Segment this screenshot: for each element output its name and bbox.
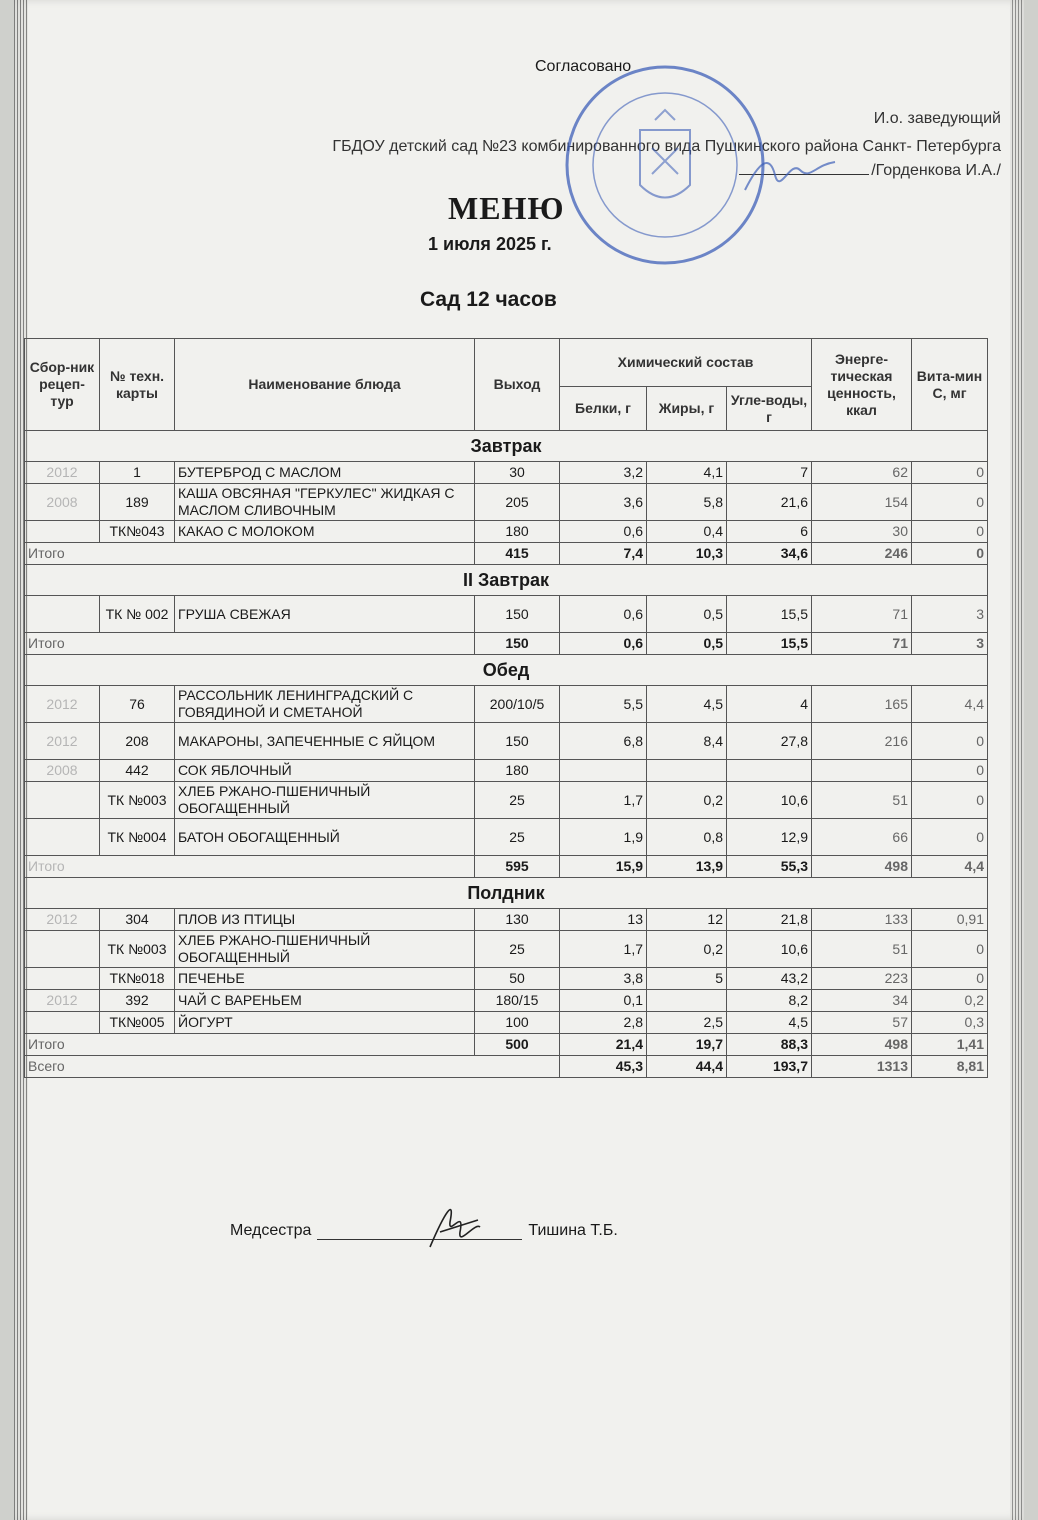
cell-dish: МАКАРОНЫ, ЗАПЕЧЕННЫЕ С ЯЙЦОМ [175,723,475,760]
cell-collection [25,819,100,856]
cell-collection: 2012 [25,686,100,723]
cell-vitamin: 0 [912,760,988,782]
cell-collection [25,521,100,543]
approver-signature-icon [740,150,840,200]
cell-protein [560,760,647,782]
grand-total-fat: 44,4 [647,1056,727,1078]
table-row [25,462,988,484]
cell-card: 189 [100,484,175,521]
cell-energy: 133 [812,909,912,931]
section-title: II Завтрак [25,565,988,596]
cell-protein: 3,2 [560,462,647,484]
total-carbs: 88,3 [727,1034,812,1056]
cell-vitamin: 0 [912,782,988,819]
total-label: Итого [25,1034,475,1056]
cell-dish: ПЕЧЕНЬЕ [175,968,475,990]
table-row [25,819,988,856]
cell-dish: ХЛЕБ РЖАНО-ПШЕНИЧНЫЙ ОБОГАЩЕННЫЙ [175,931,475,968]
total-output: 500 [475,1034,560,1056]
cell-collection [25,968,100,990]
cell-output: 180/15 [475,990,560,1012]
cell-vitamin: 0 [912,968,988,990]
cell-output: 200/10/5 [475,686,560,723]
cell-card: ТК№005 [100,1012,175,1034]
cell-carbs: 8,2 [727,990,812,1012]
cell-energy: 71 [812,596,912,633]
cell-card: ТК№018 [100,968,175,990]
table-row [25,990,988,1012]
cell-vitamin: 3 [912,596,988,633]
col-fat: Жиры, г [647,387,727,431]
cell-protein: 1,7 [560,782,647,819]
grand-total-protein: 45,3 [560,1056,647,1078]
cell-protein: 5,5 [560,686,647,723]
cell-output: 25 [475,931,560,968]
cell-dish: ЙОГУРТ [175,1012,475,1034]
table-row [25,686,988,723]
cell-fat: 4,1 [647,462,727,484]
cell-vitamin: 0 [912,723,988,760]
total-label: Итого [25,633,475,655]
cell-carbs: 10,6 [727,931,812,968]
total-label: Итого [25,543,475,565]
cell-energy [812,760,912,782]
cell-collection: 2012 [25,723,100,760]
total-carbs: 15,5 [727,633,812,655]
cell-dish: ХЛЕБ РЖАНО-ПШЕНИЧНЫЙ ОБОГАЩЕННЫЙ [175,782,475,819]
col-collection: Сбор-ник рецеп-тур [25,339,100,431]
total-energy: 498 [812,856,912,878]
col-energy: Энерге-тическая ценность, ккал [812,339,912,431]
official-stamp-icon [560,60,770,270]
cell-protein: 0,1 [560,990,647,1012]
cell-vitamin: 0 [912,521,988,543]
total-energy: 246 [812,543,912,565]
col-protein: Белки, г [560,387,647,431]
table-row [25,968,988,990]
cell-carbs: 15,5 [727,596,812,633]
cell-output: 130 [475,909,560,931]
total-protein: 21,4 [560,1034,647,1056]
cell-card: ТК №004 [100,819,175,856]
grand-total-energy: 1313 [812,1056,912,1078]
col-dish: Наименование блюда [175,339,475,431]
cell-dish: БУТЕРБРОД С МАСЛОМ [175,462,475,484]
paper-stack-edge-right [1010,0,1024,1520]
cell-energy: 34 [812,990,912,1012]
cell-card: ТК№043 [100,521,175,543]
cell-collection [25,931,100,968]
cell-collection [25,1012,100,1034]
cell-vitamin: 0,2 [912,990,988,1012]
cell-card: 208 [100,723,175,760]
grand-total-carbs: 193,7 [727,1056,812,1078]
total-vitamin: 0 [912,543,988,565]
cell-output: 180 [475,760,560,782]
cell-carbs: 12,9 [727,819,812,856]
table-row [25,596,988,633]
table-row [25,723,988,760]
cell-output: 150 [475,723,560,760]
cell-protein: 3,8 [560,968,647,990]
cell-vitamin: 0,91 [912,909,988,931]
total-output: 415 [475,543,560,565]
total-output: 595 [475,856,560,878]
cell-fat [647,760,727,782]
cell-card: ТК № 002 [100,596,175,633]
cell-carbs: 4 [727,686,812,723]
grand-total-row [25,1056,988,1078]
cell-protein: 1,7 [560,931,647,968]
table-row [25,1012,988,1034]
menu-subtitle: Сад 12 часов [420,288,557,311]
cell-energy: 216 [812,723,912,760]
cell-carbs: 10,6 [727,782,812,819]
cell-collection: 2008 [25,760,100,782]
section-total-row [25,856,988,878]
cell-carbs: 21,6 [727,484,812,521]
total-protein: 7,4 [560,543,647,565]
cell-fat: 2,5 [647,1012,727,1034]
cell-card: 304 [100,909,175,931]
section-title: Завтрак [25,431,988,462]
cell-collection [25,782,100,819]
table-row [25,782,988,819]
approver-role: И.о. заведующий [873,110,1001,127]
cell-energy: 165 [812,686,912,723]
col-chem: Химический состав [560,339,812,387]
cell-protein: 3,6 [560,484,647,521]
cell-protein: 0,6 [560,596,647,633]
total-output: 150 [475,633,560,655]
cell-card: 392 [100,990,175,1012]
cell-card: 76 [100,686,175,723]
cell-vitamin: 0 [912,819,988,856]
cell-card: ТК №003 [100,782,175,819]
total-label: Итого [25,856,475,878]
cell-dish: ПЛОВ ИЗ ПТИЦЫ [175,909,475,931]
cell-energy: 223 [812,968,912,990]
section-total-row [25,1034,988,1056]
cell-dish: ЧАЙ С ВАРЕНЬЕМ [175,990,475,1012]
cell-dish: ГРУША СВЕЖАЯ [175,596,475,633]
table-row [25,484,988,521]
total-energy: 498 [812,1034,912,1056]
cell-protein: 13 [560,909,647,931]
section-header [25,431,988,462]
grand-total-vitamin: 8,81 [912,1056,988,1078]
cell-collection: 2012 [25,462,100,484]
total-protein: 0,6 [560,633,647,655]
cell-protein: 2,8 [560,1012,647,1034]
section-header [25,878,988,909]
total-fat: 10,3 [647,543,727,565]
cell-carbs [727,760,812,782]
cell-energy: 62 [812,462,912,484]
cell-energy: 154 [812,484,912,521]
total-fat: 13,9 [647,856,727,878]
cell-output: 25 [475,782,560,819]
cell-carbs: 4,5 [727,1012,812,1034]
cell-output: 100 [475,1012,560,1034]
section-header [25,655,988,686]
cell-collection [25,596,100,633]
cell-output: 30 [475,462,560,484]
cell-energy: 66 [812,819,912,856]
cell-fat: 8,4 [647,723,727,760]
cell-dish: СОК ЯБЛОЧНЫЙ [175,760,475,782]
menu-date: 1 июля 2025 г. [428,234,552,254]
cell-fat: 0,2 [647,931,727,968]
approver-name: /Горденкова И.А./ [871,162,1001,179]
cell-carbs: 7 [727,462,812,484]
cell-output: 25 [475,819,560,856]
cell-collection: 2012 [25,990,100,1012]
cell-fat: 0,8 [647,819,727,856]
cell-collection: 2008 [25,484,100,521]
cell-vitamin: 0 [912,462,988,484]
col-carbs: Угле-воды, г [727,387,812,431]
cell-energy: 51 [812,782,912,819]
approved-label: Согласовано [535,58,632,75]
cell-dish: КАКАО С МОЛОКОМ [175,521,475,543]
cell-vitamin: 4,4 [912,686,988,723]
cell-carbs: 27,8 [727,723,812,760]
nurse-role: Медсестра [230,1222,312,1239]
cell-fat: 0,5 [647,596,727,633]
total-energy: 71 [812,633,912,655]
cell-vitamin: 0 [912,931,988,968]
cell-output: 150 [475,596,560,633]
cell-vitamin: 0 [912,484,988,521]
cell-fat: 12 [647,909,727,931]
cell-fat: 0,2 [647,782,727,819]
cell-carbs: 43,2 [727,968,812,990]
cell-card: 1 [100,462,175,484]
cell-fat: 5,8 [647,484,727,521]
organization-name: ГБДОУ детский сад №23 комбинированного вида Пушкинского района Санкт- Петербурга [332,138,1001,155]
cell-fat: 0,4 [647,521,727,543]
cell-protein: 1,9 [560,819,647,856]
cell-energy: 57 [812,1012,912,1034]
menu-table [24,338,988,1078]
col-tech-card: № техн. карты [100,339,175,431]
total-vitamin: 3 [912,633,988,655]
total-fat: 19,7 [647,1034,727,1056]
cell-fat: 4,5 [647,686,727,723]
cell-output: 50 [475,968,560,990]
page-title: МЕНЮ [448,190,565,226]
grand-total-label: Всего [25,1056,560,1078]
table-row [25,931,988,968]
table-row [25,909,988,931]
section-total-row [25,633,988,655]
cell-carbs: 6 [727,521,812,543]
cell-carbs: 21,8 [727,909,812,931]
section-total-row [25,543,988,565]
nurse-signature-icon [420,1192,490,1262]
cell-output: 180 [475,521,560,543]
table-row [25,760,988,782]
cell-collection: 2012 [25,909,100,931]
total-carbs: 55,3 [727,856,812,878]
total-protein: 15,9 [560,856,647,878]
cell-dish: РАССОЛЬНИК ЛЕНИНГРАДСКИЙ С ГОВЯДИНОЙ И СМЕТАНОЙ [175,686,475,723]
section-title: Обед [25,655,988,686]
table-row [25,521,988,543]
cell-fat: 5 [647,968,727,990]
total-carbs: 34,6 [727,543,812,565]
nurse-name: Тишина Т.Б. [528,1222,618,1239]
col-output: Выход [475,339,560,431]
cell-card: ТК №003 [100,931,175,968]
cell-energy: 51 [812,931,912,968]
cell-card: 442 [100,760,175,782]
cell-protein: 6,8 [560,723,647,760]
cell-fat [647,990,727,1012]
section-header [25,565,988,596]
section-title: Полдник [25,878,988,909]
total-fat: 0,5 [647,633,727,655]
cell-dish: КАША ОВСЯНАЯ "ГЕРКУЛЕС" ЖИДКАЯ С МАСЛОМ СЛИВОЧНЫМ [175,484,475,521]
cell-protein: 0,6 [560,521,647,543]
total-vitamin: 1,41 [912,1034,988,1056]
cell-output: 205 [475,484,560,521]
cell-dish: БАТОН ОБОГАЩЕННЫЙ [175,819,475,856]
col-vitamin: Вита-мин С, мг [912,339,988,431]
total-vitamin: 4,4 [912,856,988,878]
cell-vitamin: 0,3 [912,1012,988,1034]
cell-energy: 30 [812,521,912,543]
